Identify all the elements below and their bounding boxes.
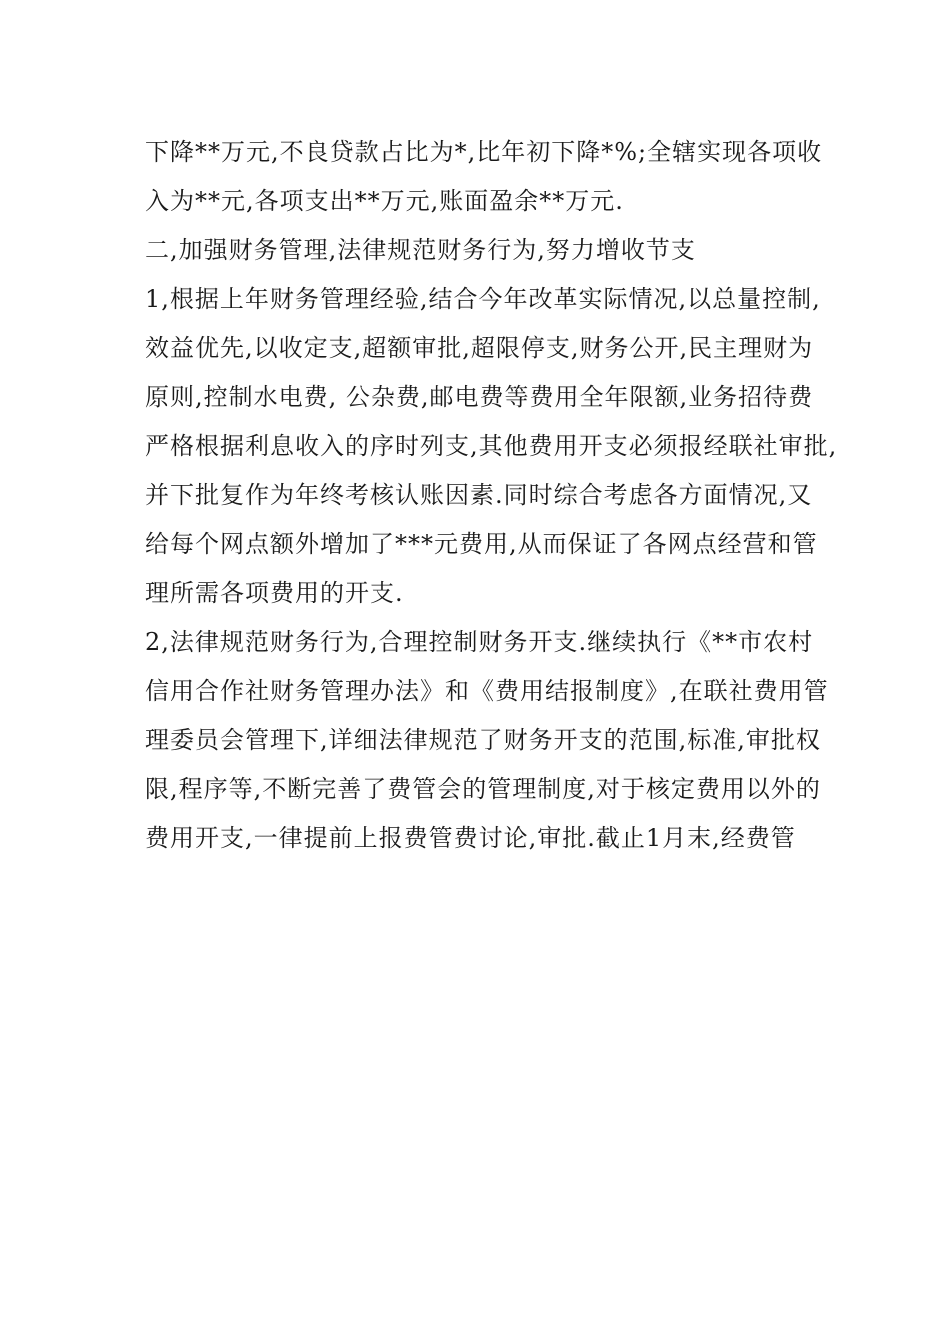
text-line: 下降**万元,不良贷款占比为*,比年初下降*%;全辖实现各项收 xyxy=(145,138,823,166)
text-line: 给每个网点额外增加了***元费用,从而保证了各网点经营和管 xyxy=(145,530,818,558)
text-line: 理委员会管理下,详细法律规范了财务开支的范围,标准,审批权 xyxy=(145,726,821,754)
text-line: 并下批复作为年终考核认账因素.同时综合考虑各方面情况,又 xyxy=(145,481,813,509)
document-body xyxy=(145,128,838,863)
section-heading: 二,加强财务管理,法律规范财务行为,努力增收节支 xyxy=(145,236,696,264)
text-line: 信用合作社财务管理办法》和《费用结报制度》,在联社费用管 xyxy=(145,677,829,705)
text-line: 原则,控制水电费, 公杂费,邮电费等费用全年限额,业务招待费 xyxy=(145,383,814,411)
text-line: 入为**元,各项支出**万元,账面盈余**万元. xyxy=(145,187,624,215)
text-line: 2,法律规范财务行为,合理控制财务开支.继续执行《**市农村 xyxy=(145,628,814,656)
text-line: 严格根据利息收入的序时列支,其他费用开支必须报经联社审批, xyxy=(145,432,838,460)
text-line: 理所需各项费用的开支. xyxy=(145,579,404,607)
text-line: 限,程序等,不断完善了费管会的管理制度,对于核定费用以外的 xyxy=(145,775,821,803)
text-line: 效益优先,以收定支,超额审批,超限停支,财务公开,民主理财为 xyxy=(145,334,814,362)
text-line: 1,根据上年财务管理经验,结合今年改革实际情况,以总量控制, xyxy=(145,285,821,313)
text-line: 费用开支,一律提前上报费管费讨论,审批.截止1月末,经费管 xyxy=(145,824,796,852)
